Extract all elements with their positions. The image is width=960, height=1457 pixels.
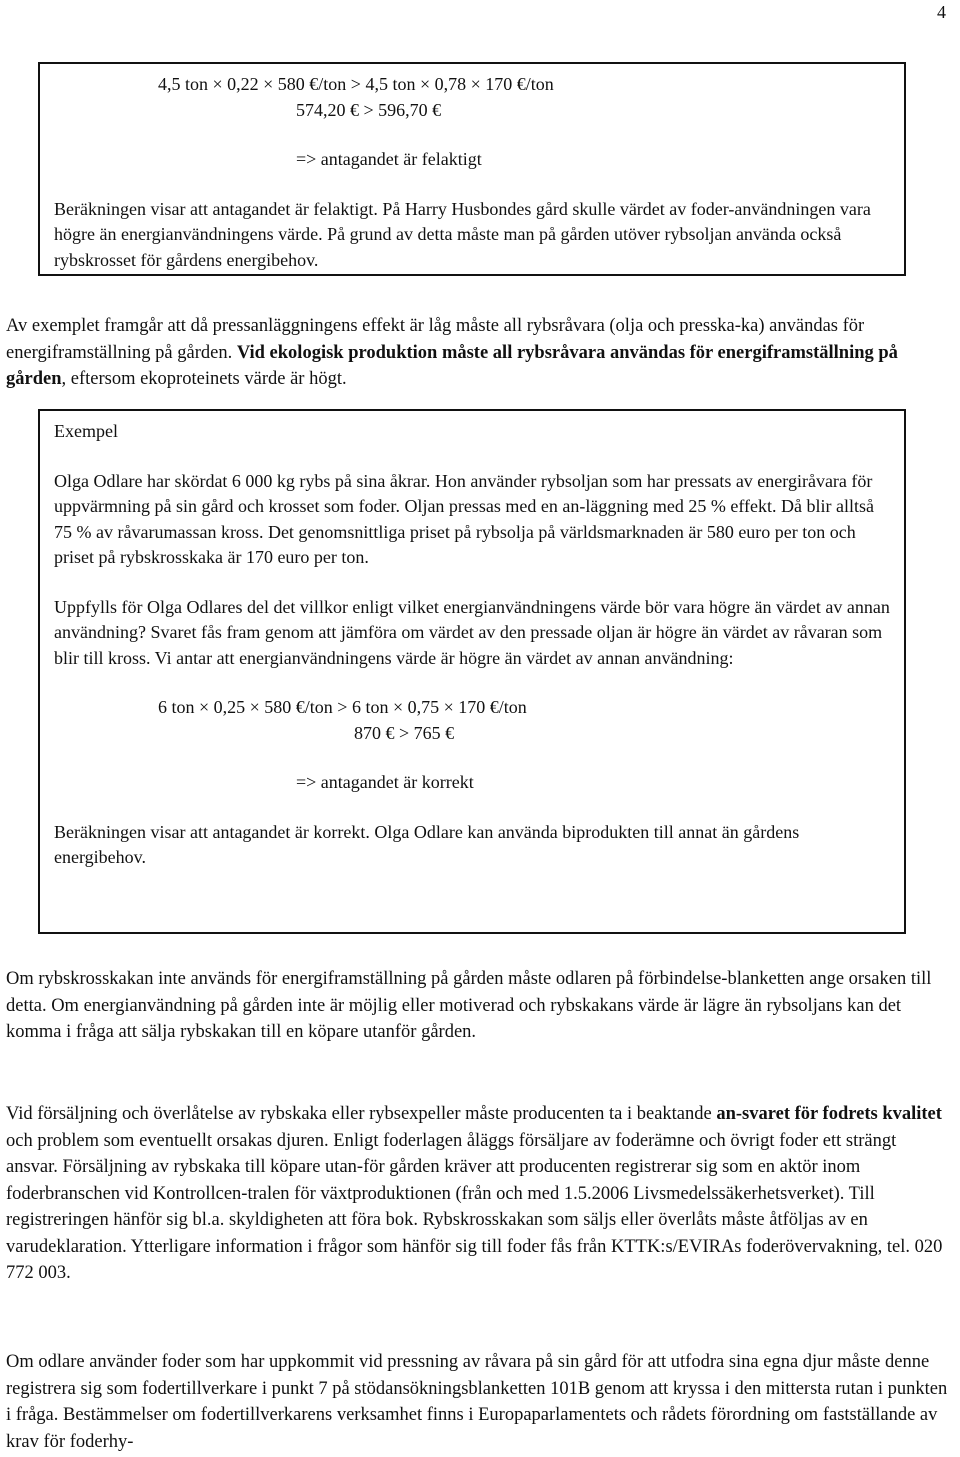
- box-paragraph: Beräkningen visar att antagandet är felaktigt. På Harry Husbondes gård skulle värdet av foder-användningen vara högre än energianvändningens värde. På grund av detta måste man på gården utöver rybsoljan använda också rybskrosset för gårdens energibehov.: [54, 198, 871, 270]
- equation-result: 574,20 € > 596,70 €: [296, 99, 442, 120]
- bold-statement: Vid ekologisk produktion måste all rybsråvara användas för energiframställning på gården: [6, 342, 898, 389]
- paragraph-exemplet: [6, 313, 952, 393]
- box-paragraph: Uppfylls för Olga Odlares del det villkor enligt vilket energianvändningens värde bör vara högre än värdet av annan användning? Svaret fås fram genom att jämföra om värdet av den pressade oljan är högre än värdet av råvaran som blir till kross. Vi antar att energianvändningens värde är högre än värdet av annan användning:: [54, 596, 890, 668]
- paragraph-text: Av exemplet framgår att då pressanläggningens effekt är låg måste all rybsråvara (olja och presska-ka) användas för energiframställning på gården.: [6, 316, 865, 363]
- example-box-olga: [38, 409, 906, 934]
- example-box-harry: [38, 62, 906, 276]
- equation-line: 6 ton × 0,25 × 580 €/ton > 6 ton × 0,75 × 170 €/ton: [158, 697, 527, 717]
- paragraph-forsaljning: [6, 1101, 952, 1287]
- paragraph-text: , eftersom ekoproteinets värde är högt.: [61, 369, 347, 389]
- equation-line: 4,5 ton × 0,22 × 580 €/ton > 4,5 ton × 0,78 × 170 €/ton: [158, 74, 554, 94]
- paragraph-text: Vid försäljning och överlåtelse av rybskaka eller rybsexpeller måste producenten ta i beaktande: [6, 1104, 717, 1124]
- conclusion-line: => antagandet är korrekt: [296, 772, 474, 792]
- example-title: Exempel: [54, 421, 118, 441]
- paragraph-rybskrosskakan: Om rybskrosskakan inte används för energiframställning på gården måste odlaren på förbindelse-blanketten ange orsaken till detta. Om energianvändning på gården inte är möjlig eller motiverad och rybskakans värde är lägre än rybsoljans kan det komma i fråga att sälja rybskakan till en köpare utanför gården.: [6, 969, 932, 1042]
- conclusion-line: => antagandet är felaktigt: [296, 149, 482, 169]
- paragraph-text: och problem som eventuellt orsakas djuren. Enligt foderlagen åläggs försäljare av foderämne och övrigt foder ett strängt ansvar. Försäljning av rybskaka till köpare utan-för gården kräver att producenten registrerar sig som en aktör inom foderbranschen vid Kontrollcen-tralen för växtproduktionen (från och med 1.5.2006 Livsmedelssäkerhetsverket). Till registreringen hänför sig bl.a. skyldigheten att föra bok. Rybskrosskakan som säljs eller överlåts måste åtföljas av en varudeklaration. Ytterligare information i frågor som hänför sig till foder fås från KTTK:s/EVIRAs foderövervakning, tel. 020 772 003.: [6, 1130, 943, 1283]
- page-number: 4: [937, 2, 946, 22]
- bold-statement: an-svaret för fodrets kvalitet: [716, 1104, 942, 1124]
- box-paragraph: Olga Odlare har skördat 6 000 kg rybs på sina åkrar. Hon använder rybsoljan som har pressats av energiråvara för uppvärmning på sin gård och krosset som foder. Oljan pressas med en an-läggning med 25 % effekt. Då blir alltså 75 % av råvarumassan kross. Det genomsnittliga priset på rybsolja på världsmarknaden är 580 euro per ton och priset på rybskrosskaka är 170 euro per ton.: [54, 470, 874, 567]
- box-paragraph: Beräkningen visar att antagandet är korrekt. Olga Odlare kan använda biprodukten till annat än gårdens energibehov.: [54, 821, 800, 867]
- equation-result: 870 € > 765 €: [354, 722, 455, 743]
- paragraph-fodertillverkare: Om odlare använder foder som har uppkommit vid pressning av råvara på sin gård för att utfodra sina egna djur måste denne registrera sig som fodertillverkare i punkt 7 på stödansökningsblanketten 101B genom att kryssa i den mittersta rutan i punkten i fråga. Bestämmelser om fodertillverkarens verksamhet finns i Europaparlamentets och rådets förordning om fastställande av krav för foderhy-: [6, 1352, 948, 1452]
